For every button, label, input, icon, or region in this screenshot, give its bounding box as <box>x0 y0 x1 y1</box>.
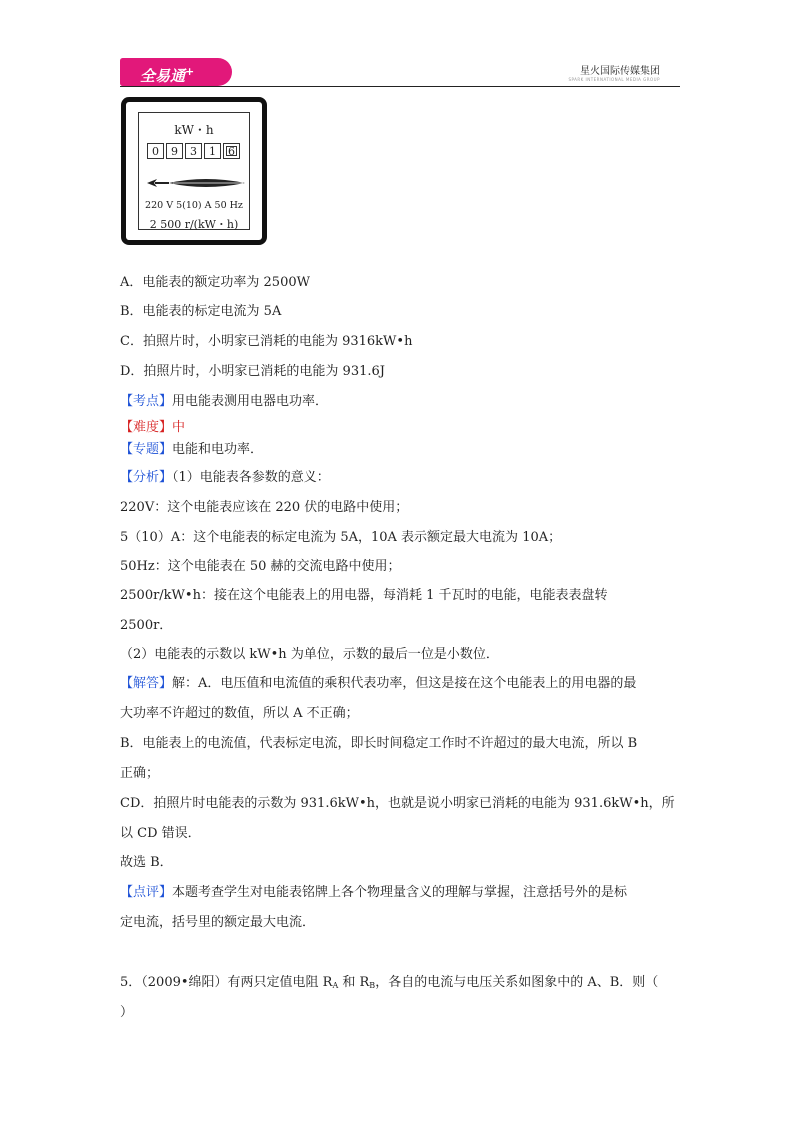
option-d: D．拍照片时，小明家已消耗的电能为 931.6J <box>120 364 385 379</box>
fenxi-line-1: 【分析】（1）电能表各参数的意义： <box>120 470 330 485</box>
option-a: A．电能表的额定功率为 2500W <box>120 275 310 290</box>
kaodian-tag: 【考点】 <box>120 394 173 409</box>
fenxi-line-4: 50Hz：这个电能表在 50 赫的交流电路中使用； <box>120 559 401 574</box>
meter-digit-decimal: 6 <box>223 143 240 159</box>
nandu-tag: 【难度】 <box>120 420 173 435</box>
kaodian-line: 【考点】用电能表测用电器电功率． <box>120 394 329 409</box>
fenxi-line-6: 2500r． <box>120 618 173 633</box>
meter-disc-arrow-icon <box>145 173 249 193</box>
jieda-tag: 【解答】 <box>120 676 173 691</box>
meter-unit: kW・h <box>174 123 214 137</box>
jieda-line-2: 大功率不许超过的数值，所以 A 不正确； <box>120 706 359 721</box>
zhuanti-tag: 【专题】 <box>120 442 173 457</box>
question-5-line-2: ） <box>120 1005 134 1020</box>
fenxi-line-7: （2）电能表的示数以 kW•h 为单位，示数的最后一位是小数位． <box>120 647 499 662</box>
dianping-line-1: 【点评】本题考查学生对电能表铭牌上各个物理量含义的理解与掌握，注意括号外的是标 <box>120 885 628 900</box>
page-header <box>120 58 680 88</box>
jieda-line-5: CD．拍照片时电能表的示数为 931.6kW•h，也就是说小明家已消耗的电能为 931.6kW•h，所 <box>120 796 675 811</box>
meter-spec-revolutions: 2 500 r/(kW・h) <box>149 218 239 231</box>
jieda-line-3: B．电能表上的电流值，代表标定电流，即长时间稳定工作时不许超过的最大电流，所以 B <box>120 736 638 751</box>
option-b: B．电能表的标定电流为 5A <box>120 304 282 319</box>
fenxi-tag: 【分析】 <box>120 470 173 485</box>
jieda-line-6: 以 CD 错误． <box>120 826 201 841</box>
dianping-tag: 【点评】 <box>120 885 173 900</box>
brand-logo: 全易通+ <box>120 58 232 86</box>
fenxi-line-2: 220V：这个电能表应该在 220 伏的电路中使用； <box>120 500 409 515</box>
option-c: C．拍照片时，小明家已消耗的电能为 9316kW•h <box>120 334 413 349</box>
dianping-line-2: 定电流，括号里的额定最大电流． <box>120 915 316 930</box>
question-5-line-1: 5．（2009•绵阳）有两只定值电阻 RA 和 RB，各自的电流与电压关系如图象中的 A、B．则（ <box>120 975 659 990</box>
jieda-line-7: 故选 B． <box>120 855 173 870</box>
nandu-value: 中 <box>172 420 186 435</box>
jieda-line-1: 【解答】解：A．电压值和电流值的乘积代表功率，但这是接在这个电能表上的用电器的最 <box>120 676 637 691</box>
meter-digit: 9 <box>166 143 183 159</box>
fenxi-line-5: 2500r/kW•h：接在这个电能表上的用电器，每消耗 1 千瓦时的电能，电能表表盘转 <box>120 588 608 603</box>
jieda-line-4: 正确； <box>120 766 160 781</box>
fenxi-line-3: 5（10）A：这个电能表的标定电流为 5A，10A 表示额定最大电流为 10A； <box>120 530 562 545</box>
company-name: 星火国际传媒集团 SPARK INTERNATIONAL MEDIA GROUP <box>568 66 660 82</box>
meter-spec-voltage: 220 V 5(10) A 50 Hz <box>145 200 243 211</box>
meter-digits <box>147 143 242 159</box>
energy-meter-figure <box>121 97 267 245</box>
header-divider <box>120 86 680 87</box>
meter-digit: 1 <box>204 143 221 159</box>
zhuanti-line: 【专题】电能和电功率． <box>120 442 264 457</box>
meter-digit: 0 <box>147 143 164 159</box>
nandu-line <box>120 418 185 438</box>
meter-digit: 3 <box>185 143 202 159</box>
meter-face <box>138 112 250 230</box>
